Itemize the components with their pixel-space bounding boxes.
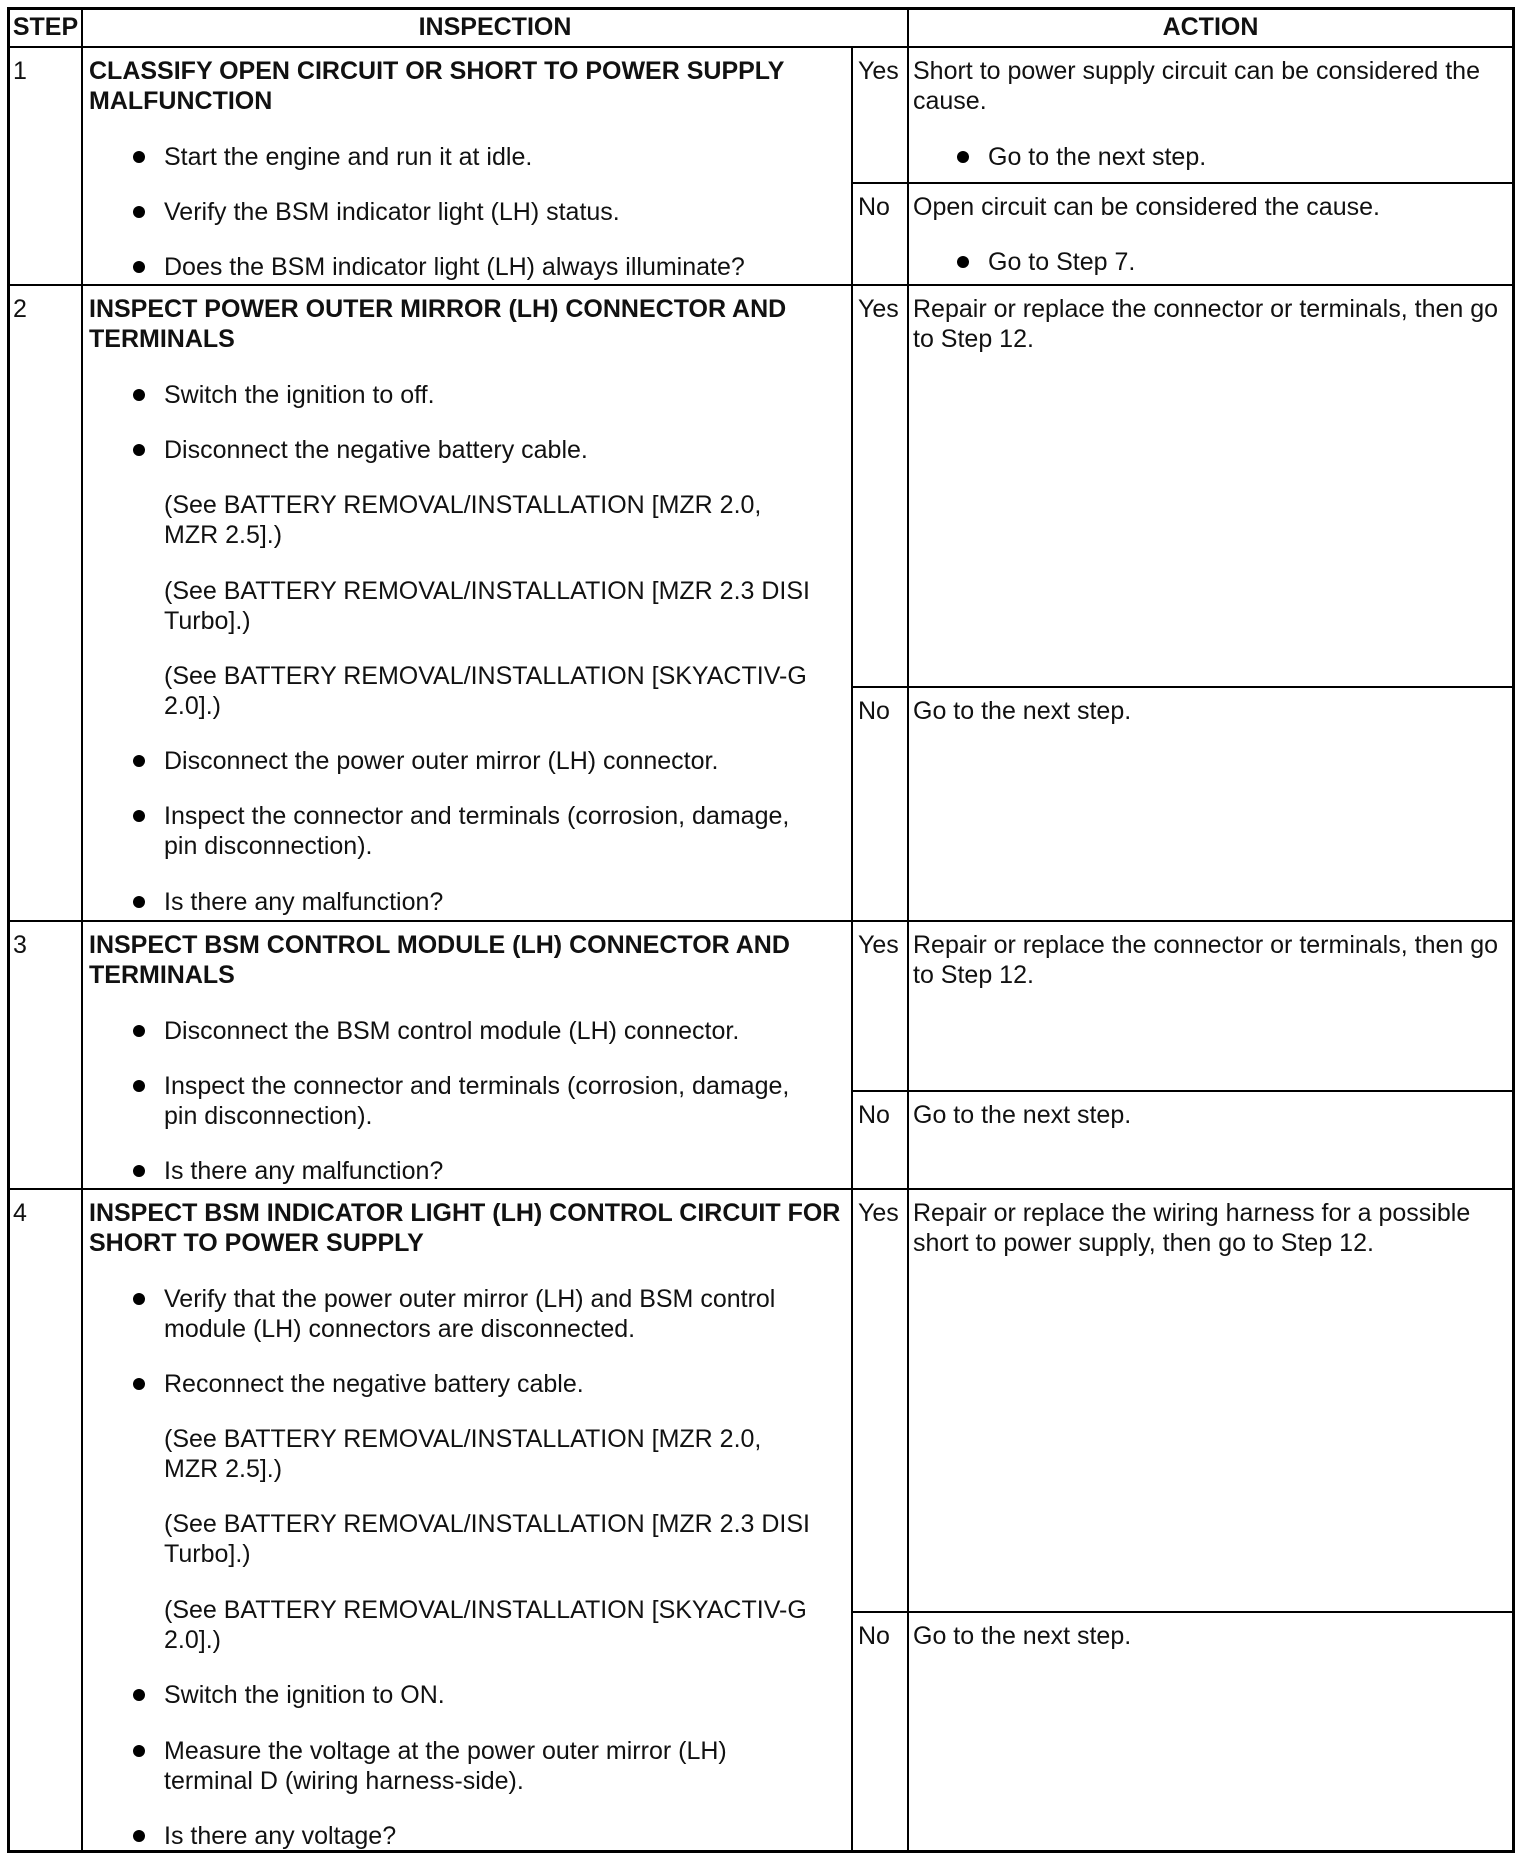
reference-note: (See BATTERY REMOVAL/INSTALLATION [MZR 2.3 DISI (164, 1510, 810, 1538)
reference-note: (See BATTERY REMOVAL/INSTALLATION [MZR 2.0, (164, 1425, 762, 1453)
inspection-item: module (LH) connectors are disconnected. (164, 1315, 636, 1343)
step-title: INSPECT POWER OUTER MIRROR (LH) CONNECTOR AND (89, 295, 787, 323)
reference-note: MZR 2.5].) (164, 521, 283, 549)
bullet-icon (133, 1378, 145, 1390)
action-text: cause. (913, 87, 987, 115)
bullet-icon (133, 1830, 145, 1842)
inspection-item: Disconnect the BSM control module (LH) connector. (164, 1017, 740, 1045)
reference-note: (See BATTERY REMOVAL/INSTALLATION [MZR 2.3 DISI (164, 577, 810, 605)
bullet-icon (133, 810, 145, 822)
action-text: to Step 12. (913, 325, 1034, 353)
bullet-icon (133, 755, 145, 767)
step-title: MALFUNCTION (89, 87, 273, 115)
inspection-item: Inspect the connector and terminals (corrosion, damage, (164, 1072, 790, 1100)
bullet-icon (133, 1080, 145, 1092)
bullet-icon (133, 206, 145, 218)
table-border-top (7, 7, 1515, 10)
inspection-item: Measure the voltage at the power outer mirror (LH) (164, 1737, 727, 1765)
bullet-icon (957, 151, 969, 163)
yes-no-divider-1 (851, 182, 1515, 184)
bullet-icon (133, 1025, 145, 1037)
bullet-icon (133, 444, 145, 456)
reference-note: MZR 2.5].) (164, 1455, 283, 1483)
inspection-item: Is there any malfunction? (164, 1157, 444, 1185)
inspection-item: Is there any malfunction? (164, 888, 444, 916)
step-number: 2 (13, 295, 27, 323)
header-action: ACTION (1162, 13, 1259, 41)
inspection-item: Reconnect the negative battery cable. (164, 1370, 584, 1398)
step-title: INSPECT BSM CONTROL MODULE (LH) CONNECTOR AND (89, 931, 790, 959)
reference-note: 2.0].) (164, 692, 221, 720)
header-inspection: INSPECTION (418, 13, 572, 41)
row-divider-1-2 (7, 284, 1515, 286)
yes-label: Yes (858, 931, 899, 959)
inspection-item: Disconnect the power outer mirror (LH) connector. (164, 747, 719, 775)
no-label: No (858, 697, 890, 725)
step-title: CLASSIFY OPEN CIRCUIT OR SHORT TO POWER SUPPLY (89, 57, 785, 85)
action-text: Short to power supply circuit can be considered the (913, 57, 1480, 85)
yes-label: Yes (858, 57, 899, 85)
inspection-item: Start the engine and run it at idle. (164, 143, 533, 171)
reference-note: (See BATTERY REMOVAL/INSTALLATION [SKYACTIV-G (164, 1596, 807, 1624)
inspection-item: pin disconnection). (164, 1102, 373, 1130)
inspection-item: Switch the ignition to ON. (164, 1681, 445, 1709)
reference-note: Turbo].) (164, 1540, 251, 1568)
yes-no-divider-2 (851, 686, 1515, 688)
inspection-item: Does the BSM indicator light (LH) always illuminate? (164, 253, 745, 281)
column-divider-inspection (851, 48, 853, 1853)
action-item: Go to Step 7. (988, 248, 1136, 276)
action-text: Open circuit can be considered the cause. (913, 193, 1380, 221)
action-text: short to power supply, then go to Step 12. (913, 1229, 1374, 1257)
yes-label: Yes (858, 1199, 899, 1227)
step-number: 1 (13, 57, 27, 85)
step-title: TERMINALS (89, 325, 235, 353)
action-text: Repair or replace the connector or terminals, then go (913, 931, 1499, 959)
header-row-divider (7, 46, 1515, 48)
action-text: Go to the next step. (913, 1622, 1132, 1650)
action-text: Go to the next step. (913, 1101, 1132, 1129)
action-text: Go to the next step. (913, 697, 1132, 725)
yes-no-divider-3 (851, 1090, 1515, 1092)
bullet-icon (133, 1745, 145, 1757)
header-step: STEP (12, 13, 79, 41)
bullet-icon (133, 1165, 145, 1177)
yes-label: Yes (858, 295, 899, 323)
action-item: Go to the next step. (988, 143, 1207, 171)
inspection-item: Switch the ignition to off. (164, 381, 435, 409)
step-title: SHORT TO POWER SUPPLY (89, 1229, 424, 1257)
inspection-item: Verify that the power outer mirror (LH) and BSM control (164, 1285, 776, 1313)
inspection-item: Is there any voltage? (164, 1822, 397, 1850)
row-divider-3-4 (7, 1188, 1515, 1190)
reference-note: 2.0].) (164, 1626, 221, 1654)
bullet-icon (133, 896, 145, 908)
inspection-item: Inspect the connector and terminals (corrosion, damage, (164, 802, 790, 830)
bullet-icon (957, 256, 969, 268)
row-divider-2-3 (7, 920, 1515, 922)
bullet-icon (133, 1293, 145, 1305)
no-label: No (858, 1622, 890, 1650)
reference-note: (See BATTERY REMOVAL/INSTALLATION [SKYACTIV-G (164, 662, 807, 690)
action-text: Repair or replace the wiring harness for a possible (913, 1199, 1471, 1227)
bullet-icon (133, 389, 145, 401)
no-label: No (858, 1101, 890, 1129)
inspection-item: Verify the BSM indicator light (LH) status. (164, 198, 620, 226)
step-number: 4 (13, 1199, 27, 1227)
reference-note: (See BATTERY REMOVAL/INSTALLATION [MZR 2.0, (164, 491, 762, 519)
inspection-item: pin disconnection). (164, 832, 373, 860)
yes-no-divider-4 (851, 1611, 1515, 1613)
step-title: INSPECT BSM INDICATOR LIGHT (LH) CONTROL CIRCUIT FOR (89, 1199, 841, 1227)
bullet-icon (133, 261, 145, 273)
step-title: TERMINALS (89, 961, 235, 989)
reference-note: Turbo].) (164, 607, 251, 635)
inspection-item: Disconnect the negative battery cable. (164, 436, 588, 464)
inspection-item: terminal D (wiring harness-side). (164, 1767, 524, 1795)
action-text: Repair or replace the connector or terminals, then go (913, 295, 1499, 323)
step-number: 3 (13, 931, 27, 959)
bullet-icon (133, 151, 145, 163)
bullet-icon (133, 1689, 145, 1701)
action-text: to Step 12. (913, 961, 1034, 989)
no-label: No (858, 193, 890, 221)
